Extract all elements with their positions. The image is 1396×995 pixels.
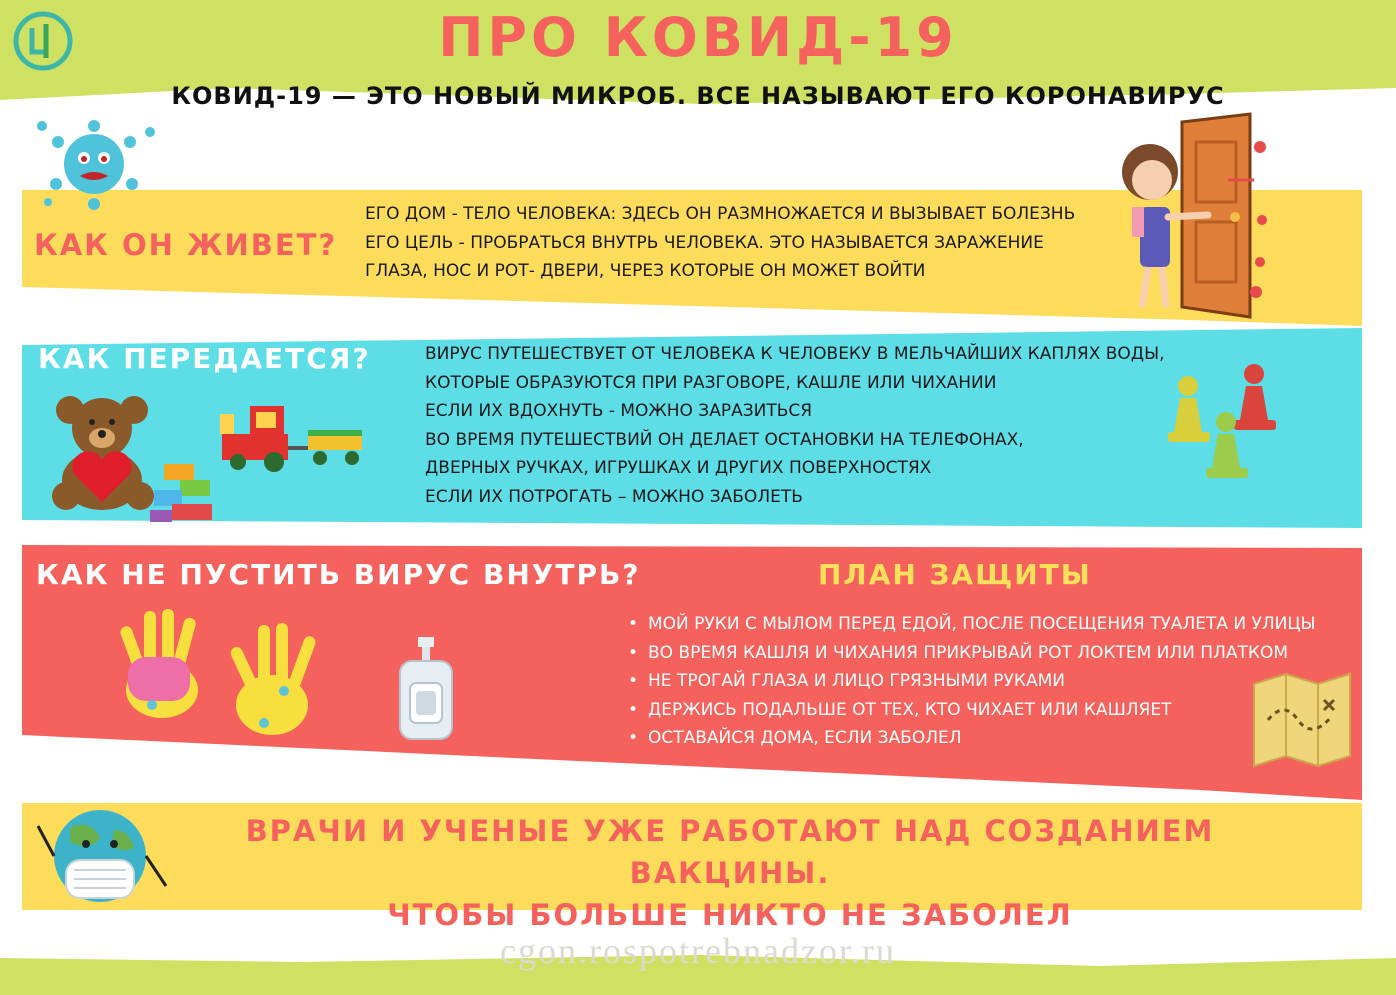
teddy-bear-icon <box>48 392 158 512</box>
list-item: • НЕ ТРОГАЙ ГЛАЗА И ЛИЦО ГРЯЗНЫМИ РУКАМИ <box>628 667 1316 696</box>
toy-train-icon <box>216 402 366 474</box>
vaccine-line-2: ЧТОБЫ БОЛЬШЕ НИКТО НЕ ЗАБОЛЕЛ <box>387 898 1073 932</box>
plan-heading: ПЛАН ЗАЩИТЫ <box>818 558 1092 591</box>
section2-line: КОТОРЫЕ ОБРАЗУЮТСЯ ПРИ РАЗГОВОРЕ, КАШЛЕ ИЛИ ЧИХАНИИ <box>425 372 997 393</box>
section2-text <box>425 340 1164 511</box>
treasure-map-icon <box>1250 668 1354 772</box>
section1-line: ГЛАЗА, НОС И РОТ- ДВЕРИ, ЧЕРЕЗ КОТОРЫЕ ОН МОЖЕТ ВОЙТИ <box>365 261 926 281</box>
hands-icon <box>112 605 327 745</box>
page-subtitle: КОВИД-19 — ЭТО НОВЫЙ МИКРОБ. ВСЕ НАЗЫВАЮТ ЕГО КОРОНАВИРУС <box>171 82 1225 110</box>
list-item: • ОСТАВАЙСЯ ДОМА, ЕСЛИ ЗАБОЛЕЛ <box>628 724 1316 753</box>
section2-heading: КАК ПЕРЕДАЕТСЯ? <box>38 342 371 375</box>
website-watermark: cgon.rospotrebnadzor.ru <box>500 931 896 971</box>
section2-line: ВИРУС ПУТЕШЕСТВУЕТ ОТ ЧЕЛОВЕКА К ЧЕЛОВЕКУ В МЕЛЬЧАЙШИХ КАПЛЯХ ВОДЫ, <box>425 344 1165 364</box>
list-item: • ВО ВРЕМЯ КАШЛЯ И ЧИХАНИЯ ПРИКРЫВАЙ РОТ ЛОКТЕМ ИЛИ ПЛАТКОМ <box>628 639 1316 668</box>
lego-blocks-icon <box>150 460 220 524</box>
section2-line: ВО ВРЕМЯ ПУТЕШЕСТВИЙ ОН ДЕЛАЕТ ОСТАНОВКИ НА ТЕЛЕФОНАХ, <box>425 429 1024 450</box>
section3-heading: КАК НЕ ПУСТИТЬ ВИРУС ВНУТРЬ? <box>36 558 641 591</box>
soap-dispenser-icon <box>396 635 456 741</box>
girl-door-icon <box>1110 112 1290 342</box>
list-item: • МОЙ РУКИ С МЫЛОМ ПЕРЕД ЕДОЙ, ПОСЛЕ ПОСЕЩЕНИЯ ТУАЛЕТА И УЛИЦЫ <box>628 610 1316 639</box>
vaccine-line-1: ВРАЧИ И УЧЕНЫЕ УЖЕ РАБОТАЮТ НАД СОЗДАНИЕМ ВАКЦИНЫ. <box>245 814 1215 890</box>
section1-line: ЕГО ЦЕЛЬ - ПРОБРАТЬСЯ ВНУТРЬ ЧЕЛОВЕКА. ЭТО НАЗЫВАЕТСЯ ЗАРАЖЕНИЕ <box>365 232 1044 253</box>
virus-icon <box>30 112 160 212</box>
section2-line: ЕСЛИ ИХ ПОТРОГАТЬ – МОЖНО ЗАБОЛЕТЬ <box>425 486 803 507</box>
section2-line: ЕСЛИ ИХ ВДОХНУТЬ - МОЖНО ЗАРАЗИТЬСЯ <box>425 401 813 421</box>
section1-text <box>365 200 1075 286</box>
vaccine-message <box>150 810 1310 936</box>
section1-heading: КАК ОН ЖИВЕТ? <box>34 228 338 262</box>
page-title: ПРО КОВИД-19 <box>438 6 958 69</box>
section2-line: ДВЕРНЫХ РУЧКАХ, ИГРУШКАХ И ДРУГИХ ПОВЕРХНОСТЯХ <box>425 458 932 478</box>
section1-line: ЕГО ДОМ - ТЕЛО ЧЕЛОВЕКА: ЗДЕСЬ ОН РАЗМНОЖАЕТСЯ И ВЫЗЫВАЕТ БОЛЕЗНЬ <box>365 204 1076 224</box>
chess-pawns-icon <box>1166 362 1278 486</box>
protection-plan-list <box>628 610 1316 753</box>
list-item: • ДЕРЖИСЬ ПОДАЛЬШЕ ОТ ТЕХ, КТО ЧИХАЕТ ИЛИ КАШЛЯЕТ <box>628 696 1316 725</box>
